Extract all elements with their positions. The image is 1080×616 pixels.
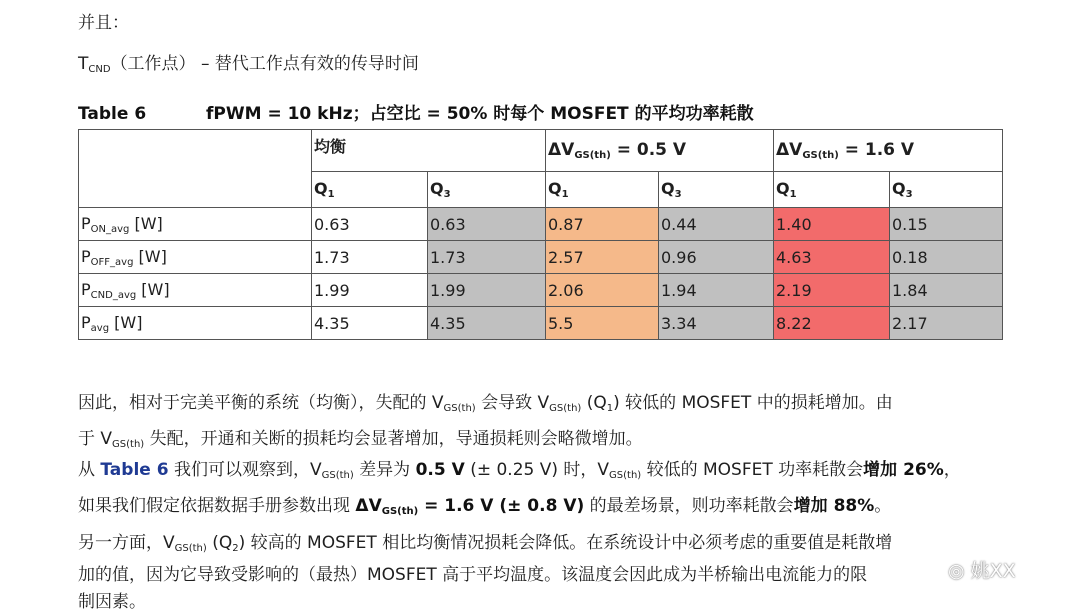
table-cell: 2.17	[890, 307, 1003, 340]
table-name: Table 6	[78, 104, 147, 124]
paragraph-3	[78, 530, 892, 616]
intro-line: 并且：	[78, 13, 129, 33]
table-cell: 2.57	[546, 241, 659, 274]
paragraph-2	[78, 455, 961, 527]
table-row	[79, 307, 1003, 340]
table-cell: 1.94	[659, 274, 774, 307]
table-cell: 1.40	[774, 208, 890, 241]
header-q1: $Q_1$	[312, 172, 428, 208]
table-cell: 0.63	[428, 208, 546, 241]
empty-label-cell	[79, 172, 312, 208]
tcnd-definition: $T_{CND}$（工作点） – 替代工作点有效的传导时间	[78, 54, 419, 75]
table-cell: 1.73	[312, 241, 428, 274]
table-cell: 4.63	[774, 241, 890, 274]
paragraph-line: 从 Table 6 我们可以观察到，$V_{GS(th)}$ 差异为 0.5 V (± 0.25 V) 时，$V_{GS(th)}$ 较低的 MOSFET 功率耗散会增加 26%，	[78, 460, 961, 481]
table-cell: 1.99	[428, 274, 546, 307]
table-cell: 0.44	[659, 208, 774, 241]
paragraph-line: 制因素。	[78, 592, 146, 612]
table-cell: 1.99	[312, 274, 428, 307]
table-sub-header-row	[79, 172, 1003, 208]
table-cell: 0.96	[659, 241, 774, 274]
table-cell: 0.18	[890, 241, 1003, 274]
header-delta-0-5: $\Delta V_{GS(th)} = 0.5$ V	[546, 130, 774, 172]
table-cell: 0.15	[890, 208, 1003, 241]
table-cell: 1.73	[428, 241, 546, 274]
table-cell: 4.35	[428, 307, 546, 340]
row-label: $P_{CND\_avg}$ [W]	[79, 274, 312, 307]
paragraph-line: 另一方面，$V_{GS(th)}$ $(Q_2)$ 较高的 MOSFET 相比均衡情况损耗会降低。在系统设计中必须考虑的重要值是耗散增	[78, 533, 893, 554]
header-q3: $Q_3$	[428, 172, 546, 208]
table-caption	[78, 99, 754, 124]
table-title: fPWM = 10 kHz；占空比 = 50% 时每个 MOSFET 的平均功率耗散	[206, 104, 754, 124]
table-cell: 2.19	[774, 274, 890, 307]
paragraph-line: 如果我们假定依据数据手册参数出现 $\Delta V_{GS(th)} = 1.6$ V (± 0.8 V) 的最差场景，则功率耗散会增加 88%。	[78, 496, 892, 517]
empty-corner-cell	[79, 130, 312, 172]
row-label: $P_{OFF\_avg}$ [W]	[79, 241, 312, 274]
row-label: $P_{avg}$ [W]	[79, 307, 312, 340]
table-row	[79, 208, 1003, 241]
table-cell: 0.87	[546, 208, 659, 241]
table-cell: 0.63	[312, 208, 428, 241]
table-cell: 1.84	[890, 274, 1003, 307]
table-group-header-row	[79, 130, 1003, 172]
header-q3: $Q_3$	[890, 172, 1003, 208]
row-label: $P_{ON\_avg}$ [W]	[79, 208, 312, 241]
table-row	[79, 241, 1003, 274]
header-q3: $Q_3$	[659, 172, 774, 208]
power-dissipation-table	[78, 129, 1003, 340]
watermark: ◎ 姚XX	[948, 560, 1016, 582]
header-q1: $Q_1$	[774, 172, 890, 208]
header-delta-1-6: $\Delta V_{GS(th)} = 1.6$ V	[774, 130, 1003, 172]
table-cell: 8.22	[774, 307, 890, 340]
paragraph-line: 加的值，因为它导致受影响的（最热）MOSFET 高于平均温度。该温度会因此成为半桥输出电流能力的限	[78, 565, 868, 585]
table-row	[79, 274, 1003, 307]
header-balanced: 均衡	[312, 130, 546, 172]
table-cell: 4.35	[312, 307, 428, 340]
table-cell: 3.34	[659, 307, 774, 340]
table-6-link[interactable]: Table 6	[100, 460, 169, 480]
table-cell: 5.5	[546, 307, 659, 340]
paragraph-line: 因此，相对于完美平衡的系统（均衡），失配的 $V_{GS(th)}$ 会导致 $V_{GS(th)}$ $(Q_1)$ 较低的 MOSFET 中的损耗增加。由	[78, 393, 893, 414]
watermark-logo-icon: ◎	[948, 560, 971, 582]
paragraph-line: 于 $V_{GS(th)}$ 失配，开通和关断的损耗均会显著增加，导通损耗则会略微增加。	[78, 429, 643, 450]
table-cell: 2.06	[546, 274, 659, 307]
header-q1: $Q_1$	[546, 172, 659, 208]
paragraph-1	[78, 388, 893, 460]
